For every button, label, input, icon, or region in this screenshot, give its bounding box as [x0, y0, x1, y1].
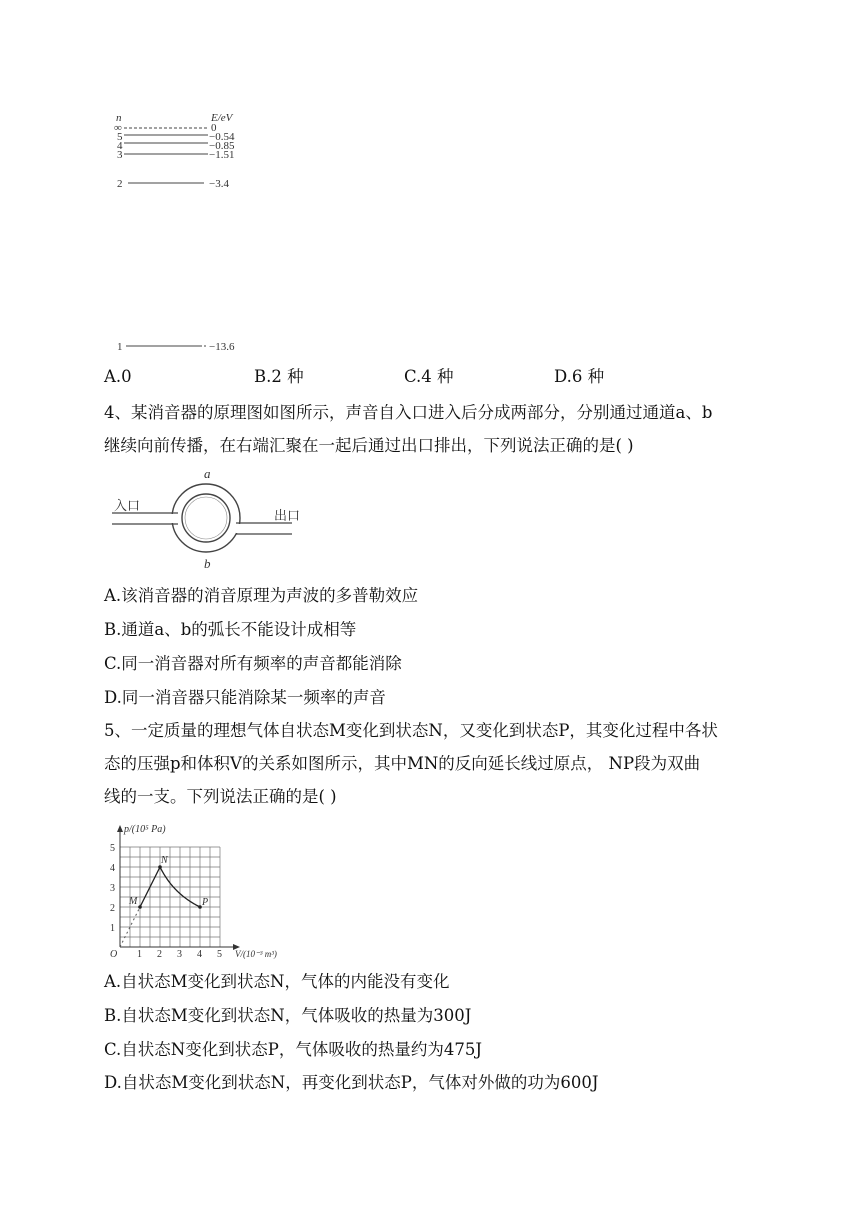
point-label-M: M — [129, 896, 138, 907]
point-M — [138, 905, 142, 909]
q5-option-d: D.自状态M变化到状态N，再变化到状态P，气体对外做的功为600J — [104, 1073, 599, 1092]
q4-stem-line2: 继续向前传播，在右端汇聚在一起后通过出口排出，下列说法正确的是( ) — [104, 436, 634, 455]
muffler-inlet-label: 入口 — [114, 499, 141, 514]
x-tick-label: 5 — [217, 949, 222, 960]
y-tick-label: 2 — [110, 903, 115, 914]
y-tick-label: 3 — [110, 883, 115, 894]
level-e-3: −1.51 — [209, 149, 235, 161]
level-n-3: 3 — [117, 149, 123, 161]
level-n-4: 4 — [117, 140, 123, 152]
muffler-outlet-label: 出口 — [274, 509, 301, 524]
level-e-1: −13.6 — [209, 341, 235, 353]
x-tick-label: 4 — [197, 949, 202, 960]
q3-option-c: C.4 种 — [404, 367, 454, 386]
muffler-inner-ring — [182, 494, 230, 542]
q5-option-a: A.自状态M变化到状态N，气体的内能没有变化 — [104, 972, 450, 991]
level-n-2: 2 — [117, 178, 123, 190]
q5-stem-line2: 态的压强p和体积V的关系如图所示，其中MN的反向延长线过原点， NP段为双曲 — [104, 754, 701, 773]
n-axis-header: n — [116, 112, 122, 124]
muffler-inner-core — [185, 497, 227, 539]
y-tick-label: 4 — [110, 863, 115, 874]
q4-option-a: A.该消音器的消音原理为声波的多普勒效应 — [104, 586, 419, 605]
q4-option-d: D.同一消音器只能消除某一频率的声音 — [104, 688, 386, 707]
outlet-gap — [236, 524, 242, 533]
muffler-label-b: b — [204, 556, 211, 571]
q5-stem-line3: 线的一支。下列说法正确的是( ) — [104, 787, 337, 806]
q5-option-c: C.自状态N变化到状态P，气体吸收的热量约为475J — [104, 1040, 482, 1059]
level-e-2: −3.4 — [209, 178, 229, 190]
q3-option-d: D.6 种 — [554, 367, 605, 386]
q3-option-b: B.2 种 — [254, 367, 304, 386]
x-tick-label: 3 — [177, 949, 182, 960]
muffler-label-a: a — [204, 466, 211, 481]
q3-option-a: A.0 — [104, 367, 132, 386]
q4-stem-line1: 4、某消音器的原理图如图所示，声音自入口进入后分成两部分，分别通过通道a、b — [104, 403, 713, 422]
level-e-4: −0.85 — [209, 140, 235, 152]
level-e-5: −0.54 — [209, 131, 235, 143]
level-n-1: 1 — [117, 341, 123, 353]
point-label-P: P — [202, 897, 209, 908]
x-tick-label: 1 — [137, 949, 142, 960]
energy-axis-header: E/eV — [211, 112, 233, 124]
level-n-inf: ∞ — [114, 122, 122, 134]
q4-option-b: B.通道a、b的弧长不能设计成相等 — [104, 620, 357, 639]
muffler-diagram — [112, 466, 312, 572]
inlet-gap — [170, 514, 176, 523]
point-label-N: N — [161, 855, 168, 866]
y-axis-label: p/(10⁵ Pa) — [124, 824, 166, 835]
q4-option-c: C.同一消音器对所有频率的声音都能消除 — [104, 654, 402, 673]
y-tick-label: 5 — [110, 843, 115, 854]
x-tick-label: 2 — [157, 949, 162, 960]
x-axis-label: V/(10⁻³ m³) — [235, 949, 277, 959]
level-n-5: 5 — [117, 131, 123, 143]
y-axis-arrow — [117, 825, 123, 832]
energy-level-diagram — [108, 106, 258, 358]
q5-option-b: B.自状态M变化到状态N，气体吸收的热量为300J — [104, 1006, 472, 1025]
pv-graph — [104, 823, 284, 963]
q5-stem-line1: 5、一定质量的理想气体自状态M变化到状态N，又变化到状态P，其变化过程中各状 — [104, 721, 718, 740]
y-tick-label: 1 — [110, 923, 115, 934]
level-e-inf: 0 — [211, 122, 217, 134]
origin-label: O — [110, 949, 118, 960]
